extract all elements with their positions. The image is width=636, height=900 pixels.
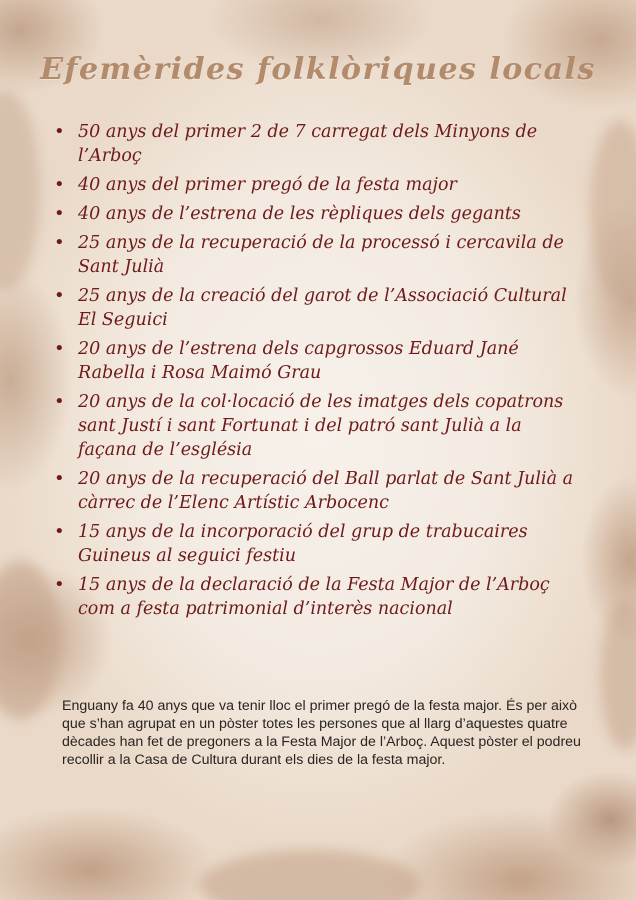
list-item-text: 40 anys del primer pregó de la festa major xyxy=(78,175,457,195)
bullet-icon: • xyxy=(54,468,65,489)
list-item-text: 15 anys de la declaració de la Festa Major de l’Arboç com a festa patrimonial d’interès nacional xyxy=(78,575,550,619)
bullet-icon: • xyxy=(54,391,65,412)
list-item xyxy=(52,573,582,621)
list-item-text: 20 anys de l’estrena dels capgrossos Eduard Jané Rabella i Rosa Maimó Grau xyxy=(78,339,519,383)
list-item-text: 25 anys de la creació del garot de l’Associació Cultural El Seguici xyxy=(78,286,567,330)
bullet-icon: • xyxy=(54,521,65,542)
list-item-text: 20 anys de la col·locació de les imatges dels copatrons sant Justí i sant Fortunat i del patró sant Julià a la façana de l’església xyxy=(78,392,564,460)
list-item xyxy=(52,467,582,515)
paper-stain xyxy=(600,600,636,750)
list-item-text: 20 anys de la recuperació del Ball parlat de Sant Julià a càrrec de l’Elenc Artístic Arbocenc xyxy=(78,469,574,513)
list-item xyxy=(52,231,582,279)
paper-stain xyxy=(200,850,420,900)
list-item-text: 40 anys de l’estrena de les rèpliques dels gegants xyxy=(78,204,521,224)
list-item xyxy=(52,202,582,226)
page-title: Efemèrides folklòriques locals xyxy=(40,52,596,87)
bullet-icon: • xyxy=(54,574,65,595)
list-item xyxy=(52,173,582,197)
list-item-text: 25 anys de la recuperació de la processó i cercavila de Sant Julià xyxy=(78,233,564,277)
list-item-text: 50 anys del primer 2 de 7 carregat dels Minyons de l’Arboç xyxy=(78,122,538,166)
paper-stain xyxy=(590,120,636,300)
bullet-icon: • xyxy=(54,203,65,224)
bullet-icon: • xyxy=(54,121,65,142)
bullet-icon: • xyxy=(54,232,65,253)
bullet-icon: • xyxy=(54,285,65,306)
anniversary-list xyxy=(52,120,582,626)
paper-stain xyxy=(0,90,40,290)
list-item xyxy=(52,284,582,332)
bullet-icon: • xyxy=(54,174,65,195)
list-item xyxy=(52,337,582,385)
list-item xyxy=(52,520,582,568)
info-paragraph: Enguany fa 40 anys que va tenir lloc el primer pregó de la festa major. És per això que s’han agrupat en un pòster totes les persones que al llarg d’aquestes quatre dècades han fet de pregoners a la Festa Major de l’Arboç. Aquest pòster el podreu recollir a la Casa de Cultura durant els dies de la festa major. xyxy=(62,698,581,768)
paper-stain xyxy=(0,560,60,720)
list-item xyxy=(52,390,582,462)
bullet-icon: • xyxy=(54,338,65,359)
list-item-text: 15 anys de la incorporació del grup de trabucaires Guineus al seguici festiu xyxy=(78,522,528,566)
list-item xyxy=(52,120,582,168)
